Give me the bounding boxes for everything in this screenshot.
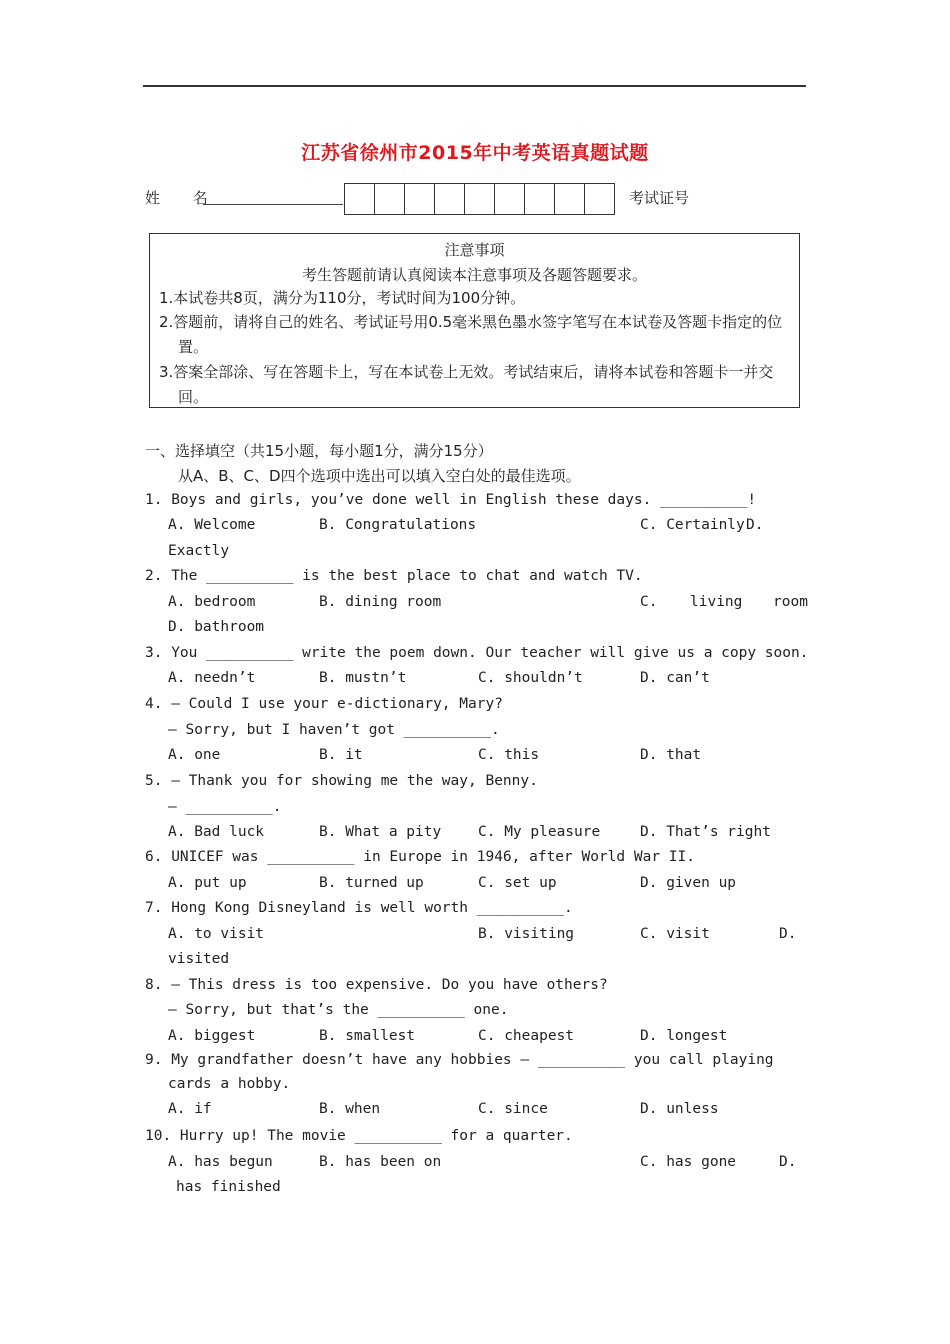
question-stem: 8. — This dress is too expensive. Do you have others? xyxy=(145,977,608,993)
name-label: 姓 名 xyxy=(145,189,222,207)
exam-id-boxes[interactable] xyxy=(344,183,615,215)
option[interactable]: A. has begun xyxy=(168,1154,273,1170)
option[interactable]: D. bathroom xyxy=(168,619,265,635)
option-text[interactable]: visited xyxy=(168,951,230,967)
id-digit-box[interactable] xyxy=(375,184,405,214)
id-digit-box[interactable] xyxy=(465,184,495,214)
option[interactable]: C. set up xyxy=(478,875,557,891)
top-rule xyxy=(143,85,806,87)
id-digit-box[interactable] xyxy=(585,184,614,214)
option[interactable]: B. smallest xyxy=(319,1028,416,1044)
option-text[interactable]: living xyxy=(690,594,743,610)
option[interactable]: C. this xyxy=(478,747,540,763)
section-heading: 一、选择填空（共15小题，每小题1分，满分15分） xyxy=(145,442,493,460)
option[interactable]: A. if xyxy=(168,1101,212,1117)
option[interactable]: A. bedroom xyxy=(168,594,256,610)
option[interactable]: C. shouldn’t xyxy=(478,670,583,686)
option[interactable]: C. has gone xyxy=(640,1154,737,1170)
option-text[interactable]: has finished xyxy=(176,1179,281,1195)
page-title: 江苏省徐州市2015年中考英语真题试题 xyxy=(301,142,649,164)
question-stem: 1. Boys and girls, you’ve done well in English these days. __________! xyxy=(145,492,757,508)
option[interactable]: A. put up xyxy=(168,875,247,891)
id-digit-box[interactable] xyxy=(405,184,435,214)
option-letter: D. xyxy=(779,926,797,942)
option[interactable]: D. that xyxy=(640,747,702,763)
name-field[interactable] xyxy=(203,204,343,205)
option[interactable]: D. unless xyxy=(640,1101,719,1117)
question-stem: 9. My grandfather doesn’t have any hobbies — __________ you call playing xyxy=(145,1052,774,1068)
id-digit-box[interactable] xyxy=(495,184,525,214)
question-stem: 3. You __________ write the poem down. Our teacher will give us a copy soon. xyxy=(145,645,809,661)
option[interactable]: A. needn’t xyxy=(168,670,256,686)
option[interactable]: B. has been on xyxy=(319,1154,442,1170)
question-stem-line2: — Sorry, but that’s the __________ one. xyxy=(168,1002,509,1018)
option[interactable]: D. given up xyxy=(640,875,737,891)
option[interactable]: C. cheapest xyxy=(478,1028,575,1044)
question-stem-line2: cards a hobby. xyxy=(168,1076,291,1092)
exam-id-label: 考试证号 xyxy=(629,189,690,207)
option[interactable]: C. visit xyxy=(640,926,710,942)
question-stem-line2: — Sorry, but I haven’t got __________. xyxy=(168,722,500,738)
option[interactable]: D. longest xyxy=(640,1028,728,1044)
question-stem: 7. Hong Kong Disneyland is well worth __________. xyxy=(145,900,573,916)
option[interactable]: B. dining room xyxy=(319,594,442,610)
option[interactable]: B. turned up xyxy=(319,875,424,891)
option-letter: D. xyxy=(746,517,764,533)
option[interactable]: A. one xyxy=(168,747,221,763)
option-text[interactable]: room xyxy=(773,594,808,610)
question-stem: 10. Hurry up! The movie __________ for a quarter. xyxy=(145,1128,573,1144)
notice-item: 1.本试卷共8页，满分为110分，考试时间为100分钟。 xyxy=(159,289,526,307)
option[interactable]: C. since xyxy=(478,1101,548,1117)
option[interactable]: B. when xyxy=(319,1101,381,1117)
question-stem: 4. — Could I use your e-dictionary, Mary? xyxy=(145,696,503,712)
notice-item: 2.答题前，请将自己的姓名、考试证号用0.5毫米黑色墨水签字笔写在本试卷及答题卡指定的位置。 xyxy=(159,313,783,356)
option[interactable]: C. My pleasure xyxy=(478,824,601,840)
question-stem: 2. The __________ is the best place to chat and watch TV. xyxy=(145,568,643,584)
question-stem: 6. UNICEF was __________ in Europe in 1946, after World War II. xyxy=(145,849,695,865)
option[interactable]: B. visiting xyxy=(478,926,575,942)
option[interactable]: B. mustn’t xyxy=(319,670,407,686)
id-digit-box[interactable] xyxy=(345,184,375,214)
option-letter: C. xyxy=(640,594,658,610)
option[interactable]: C. Certainly xyxy=(640,517,745,533)
id-digit-box[interactable] xyxy=(435,184,465,214)
id-digit-box[interactable] xyxy=(525,184,555,214)
section-instruction: 从A、B、C、D四个选项中选出可以填入空白处的最佳选项。 xyxy=(178,467,581,485)
option[interactable]: A. Bad luck xyxy=(168,824,265,840)
question-stem: 5. — Thank you for showing me the way, Benny. xyxy=(145,773,538,789)
option[interactable]: A. Welcome xyxy=(168,517,256,533)
notice-box xyxy=(149,233,800,408)
option[interactable]: A. to visit xyxy=(168,926,265,942)
option[interactable]: D. can’t xyxy=(640,670,710,686)
option[interactable]: B. What a pity xyxy=(319,824,442,840)
option[interactable]: D. That’s right xyxy=(640,824,771,840)
id-digit-box[interactable] xyxy=(555,184,585,214)
option[interactable]: B. Congratulations xyxy=(319,517,477,533)
option-letter: D. xyxy=(779,1154,797,1170)
notice-item: 3.答案全部涂、写在答题卡上，写在本试卷上无效。考试结束后，请将本试卷和答题卡一并交回。 xyxy=(159,363,774,406)
option[interactable]: A. biggest xyxy=(168,1028,256,1044)
option-text[interactable]: Exactly xyxy=(168,543,230,559)
notice-title: 注意事项 xyxy=(444,241,505,259)
notice-subtitle: 考生答题前请认真阅读本注意事项及各题答题要求。 xyxy=(301,266,647,284)
question-stem-line2: — __________. xyxy=(168,799,282,815)
option[interactable]: B. it xyxy=(319,747,363,763)
